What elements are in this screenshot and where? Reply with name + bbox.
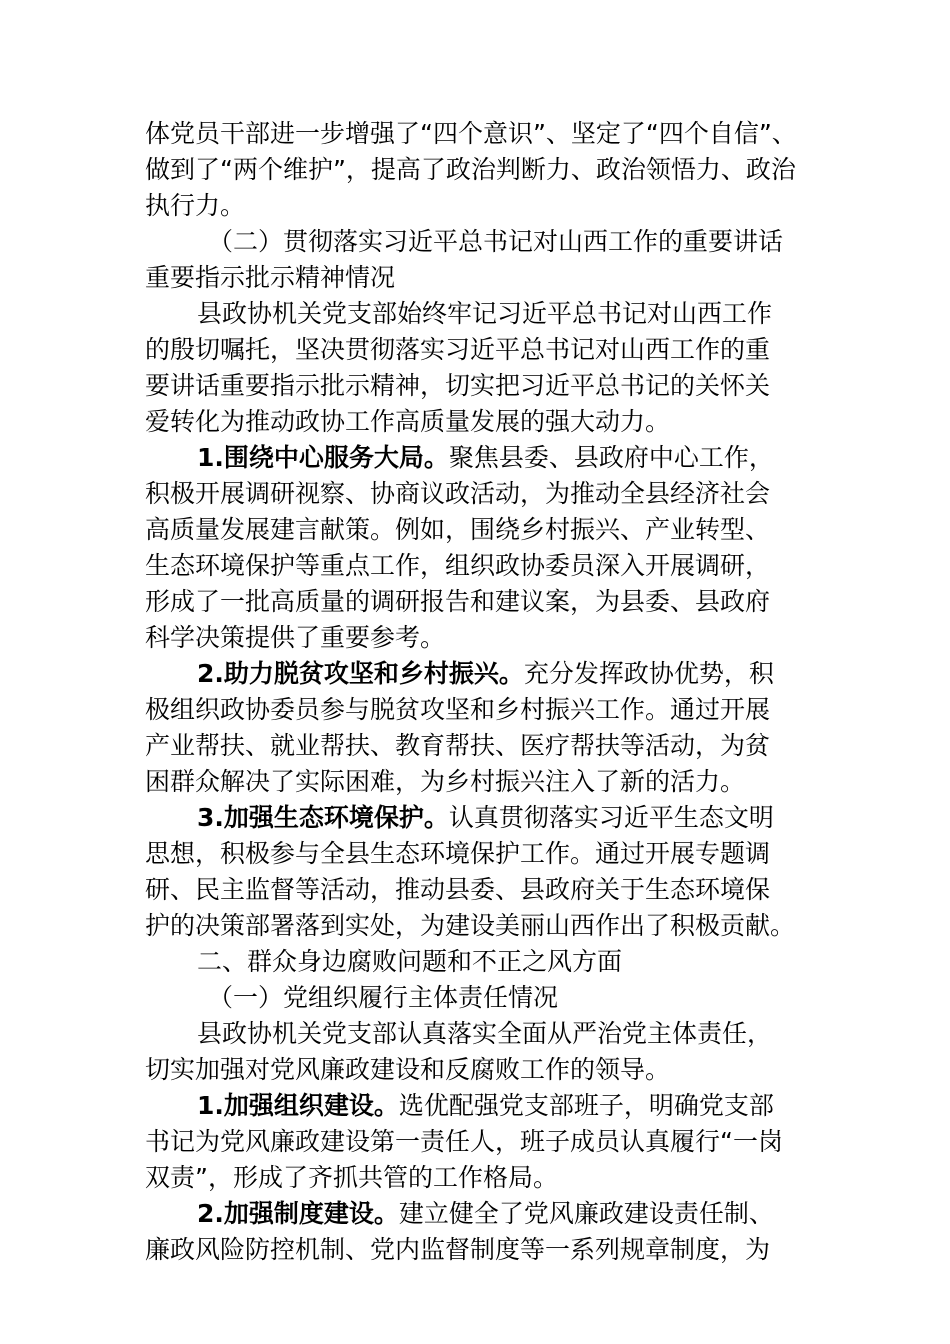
paragraph-start xyxy=(145,1088,810,1124)
text-line-content: 做到了“两个维护”，提高了政治判断力、政治领悟力、政治 xyxy=(145,155,796,184)
text-line-content: 爱转化为推动政协工作高质量发展的强大动力。 xyxy=(145,407,671,436)
text-line-content: 研、民主监督等活动，推动县委、县政府关于生态环境保 xyxy=(145,875,771,904)
text-line xyxy=(145,872,810,908)
bold-subheading: 2.加强制度建设。 xyxy=(197,1199,399,1228)
text-line-content: 科学决策提供了重要参考。 xyxy=(145,623,446,652)
text-line-content: 聚焦县委、县政府中心工作， xyxy=(448,443,774,472)
paragraph-start xyxy=(145,800,810,836)
subsection-heading-text: （一）党组织履行主体责任情况 xyxy=(208,983,559,1012)
text-line xyxy=(145,368,810,404)
text-line-content: 建立健全了党风廉政建设责任制、 xyxy=(398,1199,774,1228)
text-line-content: 体党员干部进一步增强了“四个意识”、坚定了“四个自信”、 xyxy=(145,119,797,148)
section-heading-text: （二）贯彻落实习近平总书记对山西工作的重要讲话 xyxy=(208,227,784,256)
bold-subheading: 2.助力脱贫攻坚和乡村振兴。 xyxy=(197,659,524,688)
paragraph-start xyxy=(145,440,810,476)
text-line xyxy=(145,188,810,224)
text-line-content: 高质量发展建言献策。例如，围绕乡村振兴、产业转型、 xyxy=(145,515,771,544)
text-line-content: 书记为党风廉政建设第一责任人，班子成员认真履行“一岗 xyxy=(145,1127,783,1156)
subsection-heading xyxy=(145,980,810,1016)
text-line xyxy=(145,908,810,944)
text-line xyxy=(145,548,810,584)
text-line xyxy=(145,692,810,728)
paragraph-start xyxy=(145,1016,810,1052)
text-line xyxy=(145,836,810,872)
text-line-content: 县政协机关党支部认真落实全面从严治党主体责任， xyxy=(197,1019,773,1048)
text-line-content: 认真贯彻落实习近平生态文明 xyxy=(448,803,774,832)
bold-subheading: 1.加强组织建设。 xyxy=(197,1091,399,1120)
section-heading-text: 重要指示批示精神情况 xyxy=(145,263,396,292)
section-heading xyxy=(145,224,810,260)
text-line xyxy=(145,332,810,368)
text-line xyxy=(145,1232,810,1268)
text-line-content: 思想，积极参与全县生态环境保护工作。通过开展专题调 xyxy=(145,839,771,868)
text-line xyxy=(145,476,810,512)
text-line-content: 积极开展调研视察、协商议政活动，为推动全县经济社会 xyxy=(145,479,771,508)
text-line xyxy=(145,512,810,548)
text-line xyxy=(145,404,810,440)
text-line-content: 产业帮扶、就业帮扶、教育帮扶、医疗帮扶等活动，为贫 xyxy=(145,731,771,760)
text-line-content: 廉政风险防控机制、党内监督制度等一系列规章制度，为 xyxy=(145,1235,771,1264)
text-line-content: 县政协机关党支部始终牢记习近平总书记对山西工作 xyxy=(197,299,773,328)
text-line xyxy=(145,1124,810,1160)
section-heading xyxy=(145,944,810,980)
text-line-content: 充分发挥政协优势，积 xyxy=(523,659,774,688)
section-heading-continued xyxy=(145,260,810,296)
text-line-content: 护的决策部署落到实处，为建设美丽山西作出了积极贡献。 xyxy=(145,911,796,940)
text-line-content: 生态环境保护等重点工作，组织政协委员深入开展调研， xyxy=(145,551,771,580)
text-line xyxy=(145,152,810,188)
text-line xyxy=(145,764,810,800)
text-line-content: 执行力。 xyxy=(145,191,246,220)
text-line xyxy=(145,1160,810,1196)
bold-subheading: 3.加强生态环境保护。 xyxy=(197,803,449,832)
text-line-content: 切实加强对党风廉政建设和反腐败工作的领导。 xyxy=(145,1055,671,1084)
text-line xyxy=(145,116,810,152)
text-line-content: 极组织政协委员参与脱贫攻坚和乡村振兴工作。通过开展 xyxy=(145,695,771,724)
paragraph-start xyxy=(145,656,810,692)
paragraph-start xyxy=(145,296,810,332)
text-line-content: 双责”，形成了齐抓共管的工作格局。 xyxy=(145,1163,558,1192)
text-line xyxy=(145,584,810,620)
body-text xyxy=(145,116,810,1268)
text-line xyxy=(145,620,810,656)
text-line-content: 困群众解决了实际困难，为乡村振兴注入了新的活力。 xyxy=(145,767,746,796)
paragraph-start xyxy=(145,1196,810,1232)
text-line-content: 的殷切嘱托，坚决贯彻落实习近平总书记对山西工作的重 xyxy=(145,335,771,364)
text-line xyxy=(145,1052,810,1088)
text-line-content: 形成了一批高质量的调研报告和建议案，为县委、县政府 xyxy=(145,587,771,616)
text-line-content: 选优配强党支部班子，明确党支部 xyxy=(398,1091,774,1120)
bold-subheading: 1.围绕中心服务大局。 xyxy=(197,443,449,472)
section-heading-text: 二、群众身边腐败问题和不正之风方面 xyxy=(197,947,623,976)
text-line-content: 要讲话重要指示批示精神，切实把习近平总书记的关怀关 xyxy=(145,371,771,400)
text-line xyxy=(145,728,810,764)
